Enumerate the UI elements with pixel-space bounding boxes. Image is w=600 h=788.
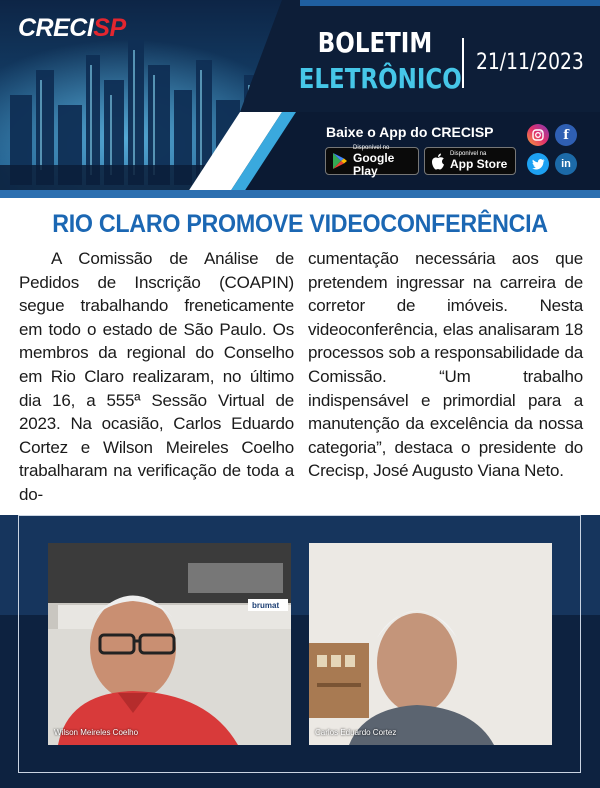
participant-photo-right (309, 543, 552, 745)
twitter-icon[interactable] (527, 153, 549, 175)
google-play-icon (332, 152, 348, 170)
crecisp-logo: CRECISP (18, 14, 126, 42)
article-title: RIO CLARO PROMOVE VIDEOCONFERÊNCIA (52, 210, 548, 238)
apple-icon (431, 153, 445, 170)
article-column-left (19, 247, 294, 507)
google-play-label: Google Play (353, 150, 395, 178)
facebook-icon[interactable]: f (555, 124, 577, 146)
eletronico-title: ELETRÔNICO (298, 62, 462, 95)
newsletter-header (0, 0, 600, 198)
video-tile-left (48, 543, 291, 745)
participant-photo-left (48, 543, 291, 745)
app-store-label: App Store (450, 157, 508, 171)
instagram-icon[interactable] (527, 124, 549, 146)
google-play-small-label: Disponível no (353, 144, 390, 151)
issue-date: 21/11/2023 (476, 50, 584, 75)
left-participant-name: Wilson Meireles Coelho (54, 728, 139, 737)
boletim-title: BOLETIM (317, 26, 433, 59)
app-download-prompt: Baixe o App do CRECISP (326, 124, 494, 140)
linkedin-icon[interactable]: in (555, 153, 577, 175)
video-tile-right (309, 543, 552, 745)
title-divider (462, 38, 464, 88)
wall-sign-text: brumat (252, 601, 280, 610)
app-store-button[interactable] (424, 147, 516, 175)
article-text-right: cumentação necessária aos que pretendem ingressar na carreira de corretor de imóveis. Nesta videoconferência, elas analisaram 18 processos sob a responsabilidade da Comissão. “Um trabalho indispensável e primordial para a manutenção da excelência da nossa categoria”, destaca o presidente do Crecisp, José Augusto Viana Neto. (308, 249, 583, 481)
right-participant-name: Carlos Eduardo Cortez (315, 728, 397, 737)
article-text-left: A Comissão de Análise de Pedidos de Inscrição (COAPIN) segue trabalhando freneticamente em todo o estado de São Paulo. Os membros da regional do Conselho em Rio Claro realizaram, no último dia 16, a 555ª Sessão Virtual de 2023. Na ocasião, Carlos Eduardo Cortez e Wilson Meireles Coelho trabalharam na verificação de toda a do- (19, 249, 294, 504)
article-column-right (308, 247, 583, 483)
google-play-button[interactable] (325, 144, 419, 178)
app-store-small-label: Disponível na (450, 151, 487, 157)
